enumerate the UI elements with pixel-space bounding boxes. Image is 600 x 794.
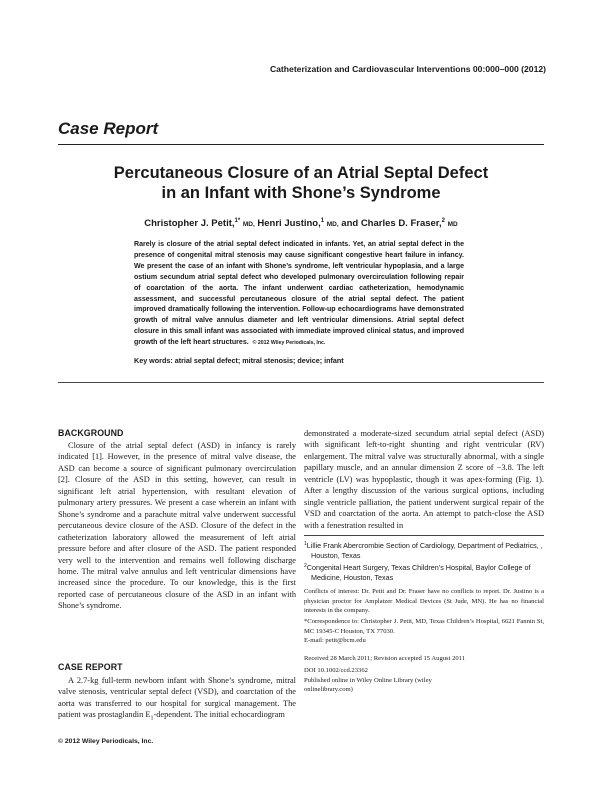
author-degree: MD (447, 221, 458, 228)
section-divider (58, 144, 544, 145)
correspondence-email[interactable]: E-mail: petit@bcm.edu (304, 637, 366, 645)
affiliation-mark: 1 (304, 541, 307, 547)
body-divider (58, 382, 544, 383)
published-online-url[interactable]: onlinelibrary.com) (304, 686, 353, 694)
author-list (58, 218, 544, 229)
conflicts-of-interest: Conflicts of interest: Dr. Petit and Dr. Fraser have no conflicts to report. Dr. Justino is a physician proctor for Amplatzer Medical Devices (St Jude, MN). He has no financial interests in the company. (304, 588, 544, 615)
author-degree: MD, (242, 221, 255, 228)
title-line-2: in an Infant with Shone’s Syndrome (161, 184, 441, 202)
correspondence (304, 617, 544, 646)
doi[interactable]: DOI 10.1002/ccd.23362 (304, 667, 368, 674)
affiliation-item (304, 539, 544, 561)
case-report-continuation: demonstrated a moderate-sized secundum atrial septal defect (ASD) with significant left-to-right shunting and right ventricular (RV) enlargement. The mitral valve was structurally abnormal, with a single papillary muscle, and an annular dimension Z score of −3.8. The left ventricle (LV) was hypoplastic, though it was apex-forming (Fig. 1). After a lengthy discussion of the various surgical options, including single ventricle palliation, the patient underwent surgical repair of the VSD and coarctation of the aorta. An attempt to patch-close the ASD with a fenestration resulted in (304, 429, 544, 530)
affiliation-text: Congenital Heart Surgery, Texas Children’s Hospital, Baylor College of Medicine, Houston, Texas (306, 563, 531, 582)
affiliation-mark: 2 (304, 563, 307, 569)
case-report-text: A 2.7-kg full-term newborn infant with Shone’s syndrome, mitral valve stenosis, ventricular septal defect (VSD), and coarctation of the aorta was transferred to our hospital for surgical management. The patient was prostaglandin E (58, 676, 296, 720)
footer-copyright: © 2012 Wiley Periodicals, Inc. (58, 738, 154, 745)
background-paragraph: Closure of the atrial septal defect (ASD) in infancy is rarely indicated [1]. However, in the presence of mitral valve disease, the ASD can become a source of significant pulmonary overcirculation [2]. Closure of the ASD in this setting, however, can result in significant left atrial hypertension, with resultant elevation of pulmonary artery pressures. We present a case wherein an infant with Shone’s syndrome and a parachute mitral valve underwent successful percutaneous device closure of the ASD. Closure of the defect in the catheterization laboratory allowed the measurement of left atrial pressure before and after closure of the ASD. The patient responded very well to the intervention and remains well following discharge home. The mitral valve annulus and left ventricular dimensions have increased since the procedure. To our knowledge, this is the first reported case of percutaneous closure of the ASD in an infant with Shone’s syndrome. (58, 441, 296, 611)
correspondence-address: *Correspondence to: Christopher J. Petit, MD, Texas Children’s Hospital, 6621 Fannin St, MC 19345-C Houston, TX 77030. (304, 618, 544, 635)
case-report-text-continued: -dependent. The initial echocardiogram (153, 710, 285, 720)
journal-citation-header: Catheterization and Cardiovascular Interventions 00:000–000 (2012) (269, 64, 546, 74)
article-title (58, 163, 544, 203)
case-report-heading: CASE REPORT (58, 662, 123, 672)
author-degree: MD, (326, 221, 339, 228)
affiliation-item (304, 561, 544, 583)
abstract-text: Rarely is closure of the atrial septal defect indicated in infants. Yet, an atrial septal defect in the presence of congenital mitral stenosis may cause significant congestive heart failure in infancy. We present the case of an infant with Shone’s syndrome, left ventricular hypoplasia, and a large ostium secundum atrial septal defect who developed pulmonary overcirculation following repair of coarctation of the aorta. The infant underwent cardiac catheterization, hemodynamic assessment, and successful percutaneous closure of the atrial septal defect. The patient improved dramatically following the intervention. Follow-up echocardiograms have demonstrated growth of mitral valve annulus diameter and left ventricular dimensions. Atrial septal defect closure in this small infant was associated with immediate improved clinical status, and improved growth of the left heart structures. (134, 241, 464, 347)
background-heading: BACKGROUND (58, 428, 124, 438)
received-dates: Received 28 March 2011; Revision accepted 15 August 2011 (304, 655, 466, 662)
keywords: Key words: atrial septal defect; mitral stenosis; device; infant (134, 356, 344, 365)
affiliations (304, 539, 544, 583)
footnote-divider (304, 535, 544, 536)
affiliation-text: Lillie Frank Abercrombie Section of Cardiology, Department of Pediatrics, , Houston, Texas (306, 541, 543, 560)
case-report-paragraph (58, 675, 296, 725)
title-line-1: Percutaneous Closure of an Atrial Septal Defect (113, 164, 489, 182)
author-name: Henri Justino, (257, 218, 321, 229)
abstract (134, 240, 464, 349)
author-name: Christopher J. Petit, (144, 218, 235, 229)
publication-info (304, 666, 554, 695)
author-name: and Charles D. Fraser, (341, 218, 442, 229)
abstract-copyright: © 2012 Wiley Periodicals, Inc. (252, 340, 326, 347)
case-report-subscript: 1 (150, 716, 154, 723)
section-label: Case Report (58, 119, 159, 138)
published-online: Published online in Wiley Online Library (wiley (304, 676, 432, 684)
author-affiliation-mark: 1* (234, 218, 241, 224)
author-affiliation-mark: 2 (441, 218, 445, 224)
author-affiliation-mark: 1 (320, 218, 325, 224)
